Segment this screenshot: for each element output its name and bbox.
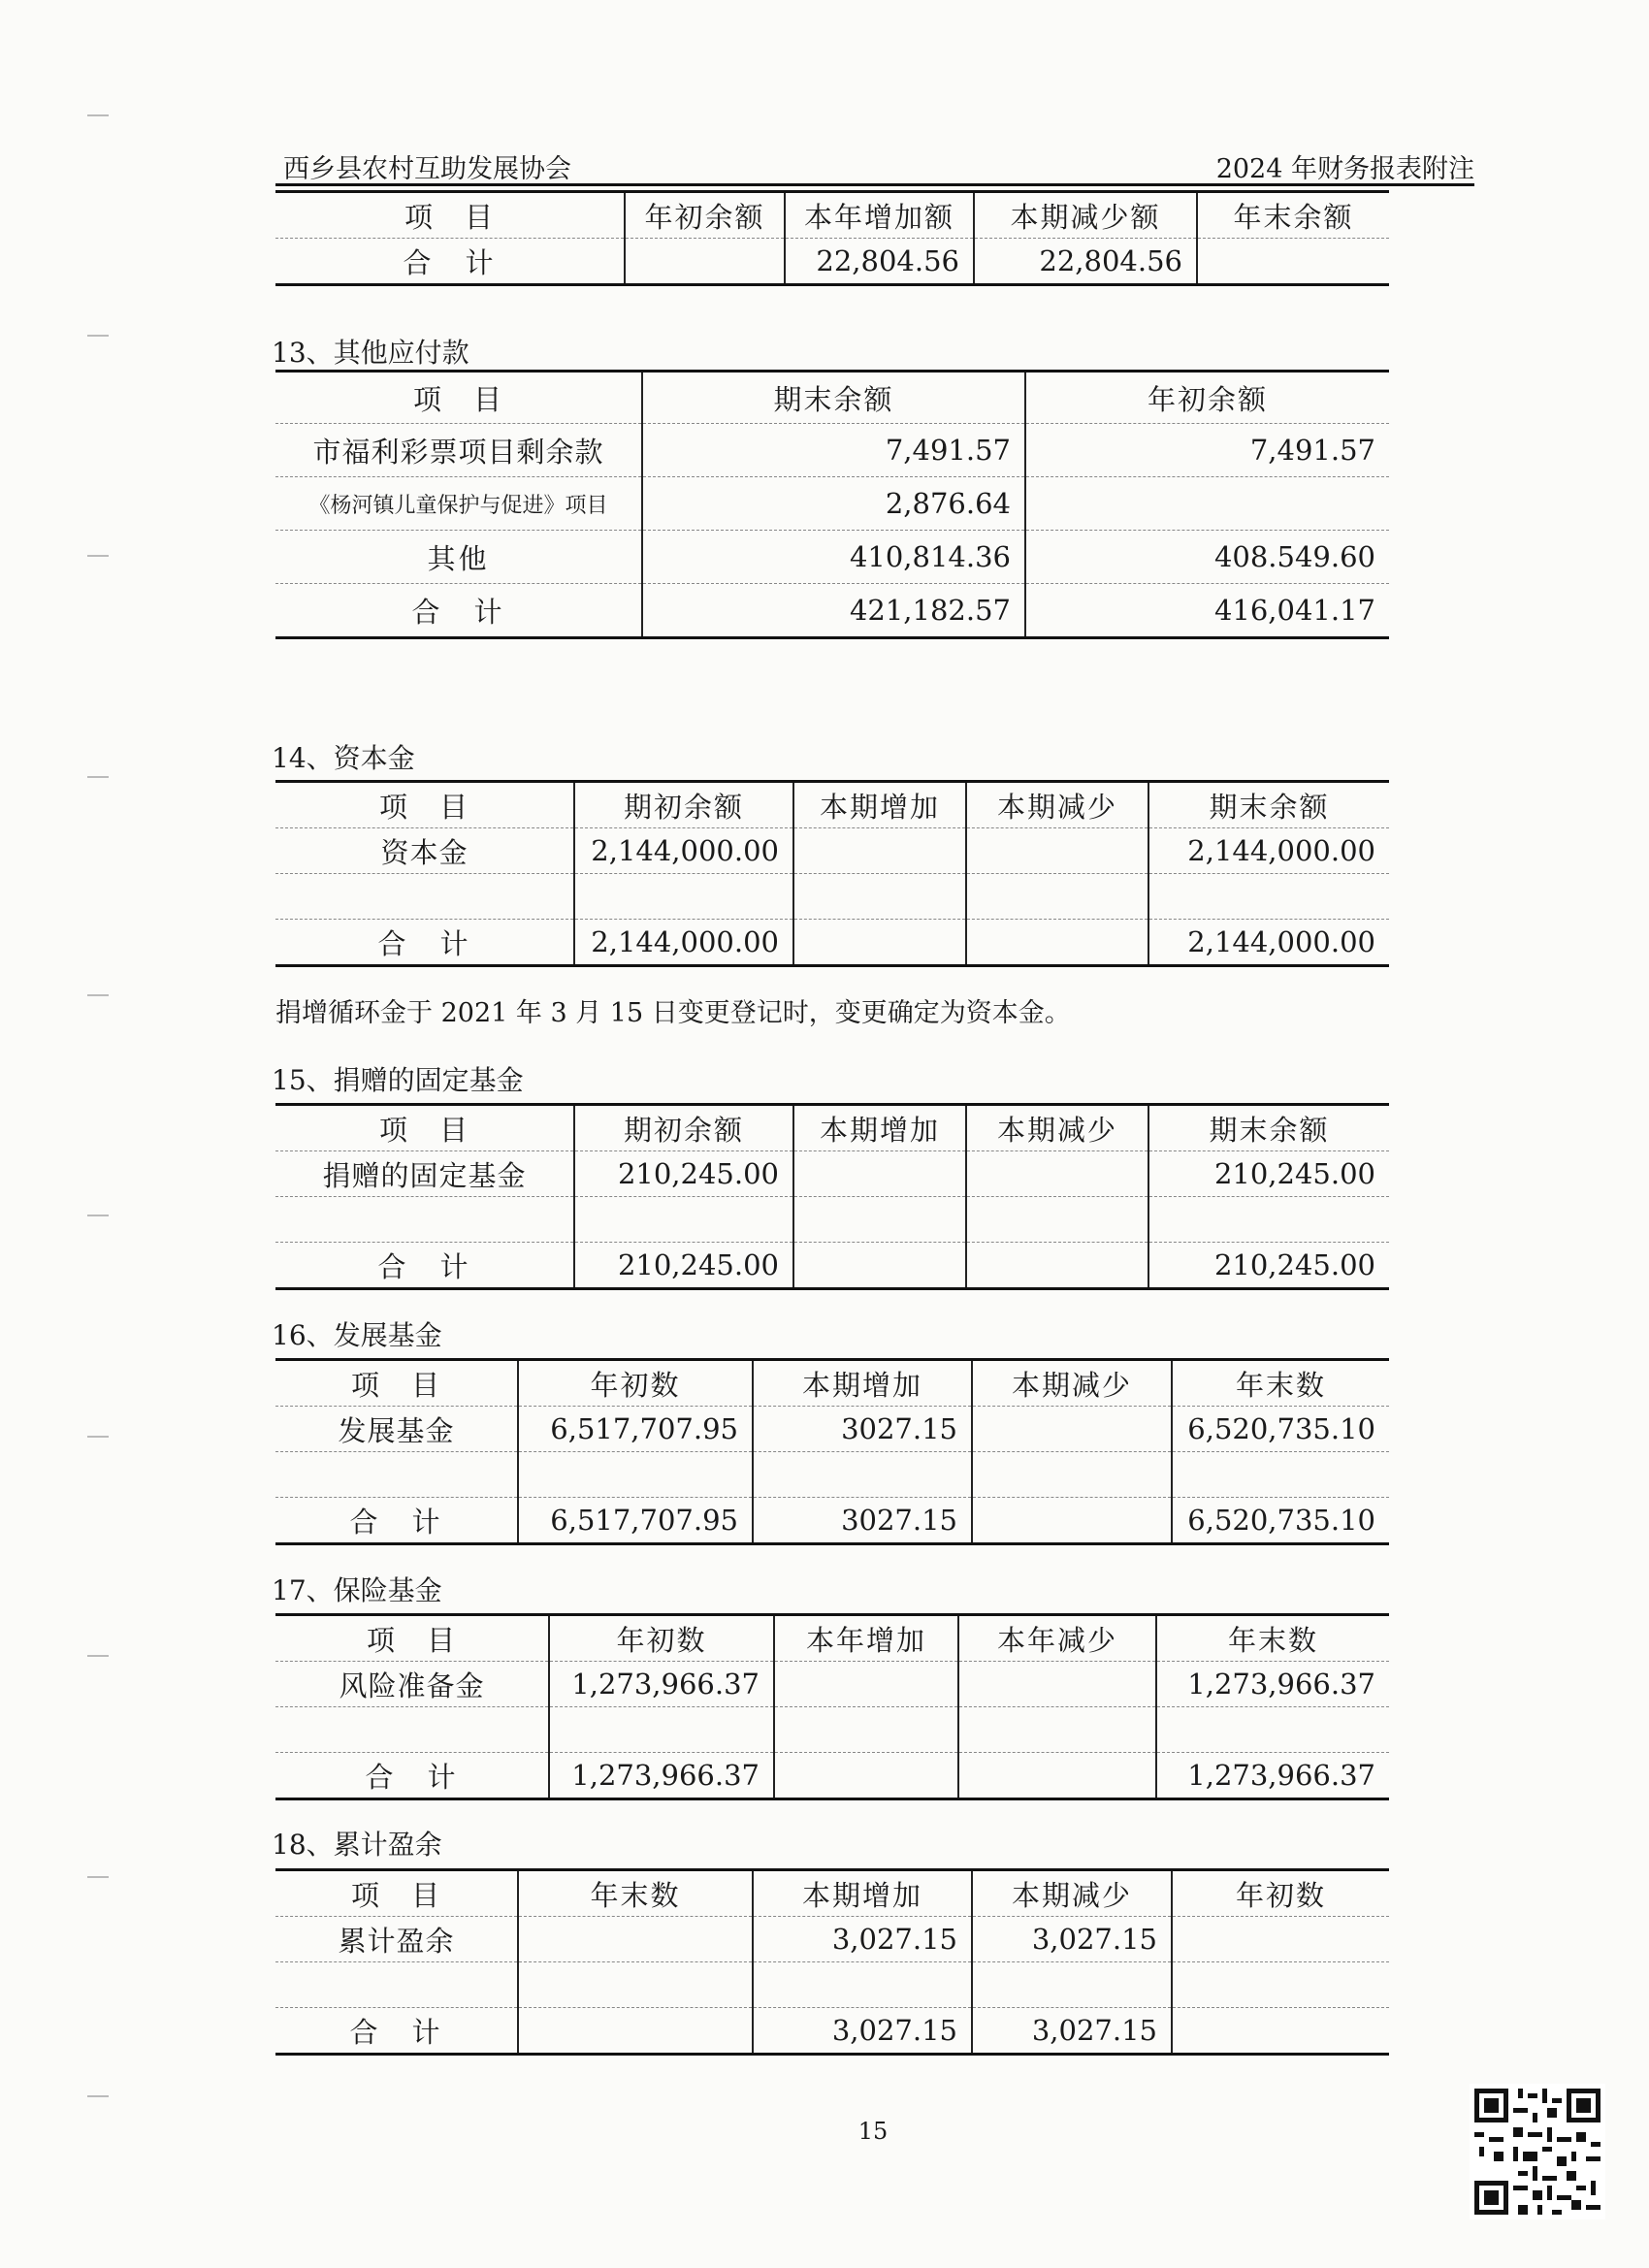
- table-cell: [1148, 874, 1389, 920]
- capital-note: 捐增循环金于 2021 年 3 月 15 日变更登记时，变更确定为资本金。: [275, 998, 1071, 1028]
- table-cell: [774, 1707, 958, 1753]
- table-cell: 3,027.15: [753, 2008, 972, 2055]
- table-cell: 210,245.00: [1148, 1243, 1389, 1289]
- row-label: 合 计: [275, 1753, 549, 1799]
- table-16: [275, 1358, 1389, 1545]
- table-cell: [793, 874, 966, 920]
- table-header-cell: 项 目: [275, 192, 625, 239]
- table-cell: [518, 1452, 753, 1498]
- table-cell: [574, 874, 793, 920]
- row-label: [275, 1197, 574, 1243]
- table-cell: 2,876.64: [642, 477, 1025, 531]
- table-15: [275, 1103, 1389, 1290]
- row-label: 合 计: [275, 2008, 518, 2055]
- table-cell: [972, 1452, 1172, 1498]
- table-cell: [958, 1662, 1156, 1707]
- table-header-cell: 年末数: [1156, 1615, 1389, 1662]
- table-header-cell: 期初余额: [574, 1105, 793, 1151]
- table-row: [275, 920, 1389, 966]
- table-cell: 6,517,707.95: [518, 1498, 753, 1544]
- table-cell: [549, 1707, 774, 1753]
- table-cell: 2,144,000.00: [574, 920, 793, 966]
- table-header-cell: 期末余额: [1148, 782, 1389, 828]
- table-cell: [972, 1407, 1172, 1452]
- row-label: 资本金: [275, 828, 574, 874]
- table-cell: [793, 1243, 966, 1289]
- row-label: 其他: [275, 531, 642, 584]
- table-cell: 1,273,966.37: [549, 1753, 774, 1799]
- margin-mark: [87, 555, 109, 557]
- table-cell: [518, 2008, 753, 2055]
- table-cell: [1172, 1917, 1389, 1962]
- table-cell: [774, 1662, 958, 1707]
- table-cell: 421,182.57: [642, 584, 1025, 638]
- table-row: [275, 828, 1389, 874]
- table-header-cell: 年末数: [1172, 1360, 1389, 1407]
- table-row: [275, 424, 1389, 477]
- margin-mark: [87, 335, 109, 337]
- table-cell: 210,245.00: [574, 1151, 793, 1197]
- table-header-cell: 年初余额: [1025, 372, 1389, 424]
- table-cell: 3027.15: [753, 1498, 972, 1544]
- table-header-cell: 本期增加: [793, 1105, 966, 1151]
- section-title-16: 16、发展基金: [272, 1319, 442, 1351]
- margin-mark: [87, 776, 109, 778]
- table-header-cell: 项 目: [275, 1105, 574, 1151]
- table-cell: [966, 1197, 1148, 1243]
- table-cell: [1172, 1452, 1389, 1498]
- table-header-cell: 期末余额: [1148, 1105, 1389, 1151]
- table-14: [275, 780, 1389, 967]
- table-header-cell: 年初余额: [625, 192, 785, 239]
- table-header-cell: 本期增加: [753, 1870, 972, 1917]
- report-title: 2024 年财务报表附注: [1215, 154, 1474, 184]
- section-title-17: 17、保险基金: [272, 1574, 442, 1606]
- table-cell: 410,814.36: [642, 531, 1025, 584]
- section-title-15: 15、捐赠的固定基金: [272, 1064, 524, 1096]
- table-cell: 1,273,966.37: [1156, 1753, 1389, 1799]
- table-header-cell: 年末数: [518, 1870, 753, 1917]
- row-label: 合 计: [275, 239, 625, 285]
- table-cell: 2,144,000.00: [1148, 920, 1389, 966]
- table-row: [275, 1707, 1389, 1753]
- row-label: [275, 1707, 549, 1753]
- table-cell: [753, 1452, 972, 1498]
- table-row: [275, 1151, 1389, 1197]
- table-cell: 3,027.15: [753, 1917, 972, 1962]
- table-header-cell: 本期减少: [972, 1360, 1172, 1407]
- table-row: [275, 1917, 1389, 1962]
- row-label: 合 计: [275, 1243, 574, 1289]
- table-header-cell: 本期增加: [753, 1360, 972, 1407]
- table-cell: 3027.15: [753, 1407, 972, 1452]
- table-row: [275, 239, 1389, 285]
- table-cell: [958, 1753, 1156, 1799]
- table-row: [275, 1197, 1389, 1243]
- margin-mark: [87, 994, 109, 996]
- table-header-cell: 本期减少: [966, 1105, 1148, 1151]
- table-cell: 210,245.00: [574, 1243, 793, 1289]
- table-cell: [966, 1243, 1148, 1289]
- table-header-cell: 本期增加: [793, 782, 966, 828]
- table-17: [275, 1613, 1389, 1800]
- table-row: [275, 1962, 1389, 2008]
- row-label: [275, 874, 574, 920]
- row-label: 捐赠的固定基金: [275, 1151, 574, 1197]
- row-label: [275, 1962, 518, 2008]
- table-row: [275, 1662, 1389, 1707]
- table-header-cell: 年末余额: [1197, 192, 1389, 239]
- table-header-cell: 项 目: [275, 1360, 518, 1407]
- table-cell: [1148, 1197, 1389, 1243]
- table-cell: [1025, 477, 1389, 531]
- table-header-cell: 本年增加: [774, 1615, 958, 1662]
- table-row: [275, 477, 1389, 531]
- section-title-14: 14、资本金: [272, 742, 415, 774]
- table-cell: 416,041.17: [1025, 584, 1389, 638]
- page-number: 15: [857, 2118, 889, 2145]
- table-header-cell: 本年减少: [958, 1615, 1156, 1662]
- table-cell: 6,517,707.95: [518, 1407, 753, 1452]
- table-cell: 2,144,000.00: [1148, 828, 1389, 874]
- table-cell: 2,144,000.00: [574, 828, 793, 874]
- row-label: 风险准备金: [275, 1662, 549, 1707]
- row-label: [275, 1452, 518, 1498]
- margin-mark: [87, 1876, 109, 1878]
- table-cell: [966, 1151, 1148, 1197]
- table-cell: 210,245.00: [1148, 1151, 1389, 1197]
- table-cell: [972, 1962, 1172, 2008]
- table-header-cell: 期初余额: [574, 782, 793, 828]
- table-cell: [774, 1753, 958, 1799]
- table-cell: [793, 1151, 966, 1197]
- table-cell: [793, 920, 966, 966]
- table-cell: [966, 920, 1148, 966]
- table-cell: [1156, 1707, 1389, 1753]
- table-cell: [518, 1917, 753, 1962]
- margin-mark: [87, 114, 109, 116]
- table-cell: [1172, 2008, 1389, 2055]
- table-cell: [793, 1197, 966, 1243]
- table-row: [275, 1243, 1389, 1289]
- table-cell: [753, 1962, 972, 2008]
- header-rule: [275, 183, 1474, 186]
- table-header-cell: 项 目: [275, 1615, 549, 1662]
- table-row: [275, 531, 1389, 584]
- table-header-cell: 年初数: [518, 1360, 753, 1407]
- table-13: [275, 370, 1389, 639]
- row-label: 合 计: [275, 920, 574, 966]
- table-cell: [966, 874, 1148, 920]
- row-label: 市福利彩票项目剩余款: [275, 424, 642, 477]
- table-cell: [793, 828, 966, 874]
- table-cell: 1,273,966.37: [549, 1662, 774, 1707]
- table-header-cell: 项 目: [275, 372, 642, 424]
- table-cell: 7,491.57: [1025, 424, 1389, 477]
- table-header-cell: 年初数: [1172, 1870, 1389, 1917]
- table-header-cell: 本年增加额: [785, 192, 974, 239]
- table-cell: 22,804.56: [974, 239, 1197, 285]
- table-header-cell: 本期减少: [972, 1870, 1172, 1917]
- table-cell: 3,027.15: [972, 1917, 1172, 1962]
- row-label: 《杨河镇儿童保护与促进》项目: [275, 477, 642, 531]
- table-cell: 6,520,735.10: [1172, 1407, 1389, 1452]
- table-row: [275, 874, 1389, 920]
- margin-mark: [87, 1436, 109, 1438]
- table-row: [275, 1407, 1389, 1452]
- table-cell: 1,273,966.37: [1156, 1662, 1389, 1707]
- row-label: 发展基金: [275, 1407, 518, 1452]
- table-cell: [574, 1197, 793, 1243]
- table-header-cell: 本期减少额: [974, 192, 1197, 239]
- table-18: [275, 1868, 1389, 2056]
- table-cell: [972, 1498, 1172, 1544]
- margin-mark: [87, 1215, 109, 1216]
- table-cell: 408.549.60: [1025, 531, 1389, 584]
- table-cell: [1172, 1962, 1389, 2008]
- table-header-cell: 本期减少: [966, 782, 1148, 828]
- margin-mark: [87, 1655, 109, 1657]
- row-label: 合 计: [275, 584, 642, 638]
- table-row: [275, 2008, 1389, 2055]
- margin-mark: [87, 2095, 109, 2097]
- table-header-cell: 期末余额: [642, 372, 1025, 424]
- table-cell: [966, 828, 1148, 874]
- table-header-cell: 年初数: [549, 1615, 774, 1662]
- table-cell: 22,804.56: [785, 239, 974, 285]
- table-cell: [958, 1707, 1156, 1753]
- table-cell: 6,520,735.10: [1172, 1498, 1389, 1544]
- table-header-cell: 项 目: [275, 782, 574, 828]
- section-title-13: 13、其他应付款: [272, 337, 469, 369]
- table-cell: [1197, 239, 1389, 285]
- row-label: 累计盈余: [275, 1917, 518, 1962]
- table-cell: 3,027.15: [972, 2008, 1172, 2055]
- table-row: [275, 1753, 1389, 1799]
- table-row: [275, 1452, 1389, 1498]
- row-label: 合 计: [275, 1498, 518, 1544]
- section-title-18: 18、累计盈余: [272, 1829, 442, 1861]
- table-cell: [518, 1962, 753, 2008]
- qr-code-icon: [1470, 2084, 1605, 2219]
- table-cell: 7,491.57: [642, 424, 1025, 477]
- table-header-cell: 项 目: [275, 1870, 518, 1917]
- table-row: [275, 1498, 1389, 1544]
- table-row: [275, 584, 1389, 638]
- continued-table: [275, 190, 1389, 286]
- org-name: 西乡县农村互助发展协会: [283, 154, 571, 184]
- table-cell: [625, 239, 785, 285]
